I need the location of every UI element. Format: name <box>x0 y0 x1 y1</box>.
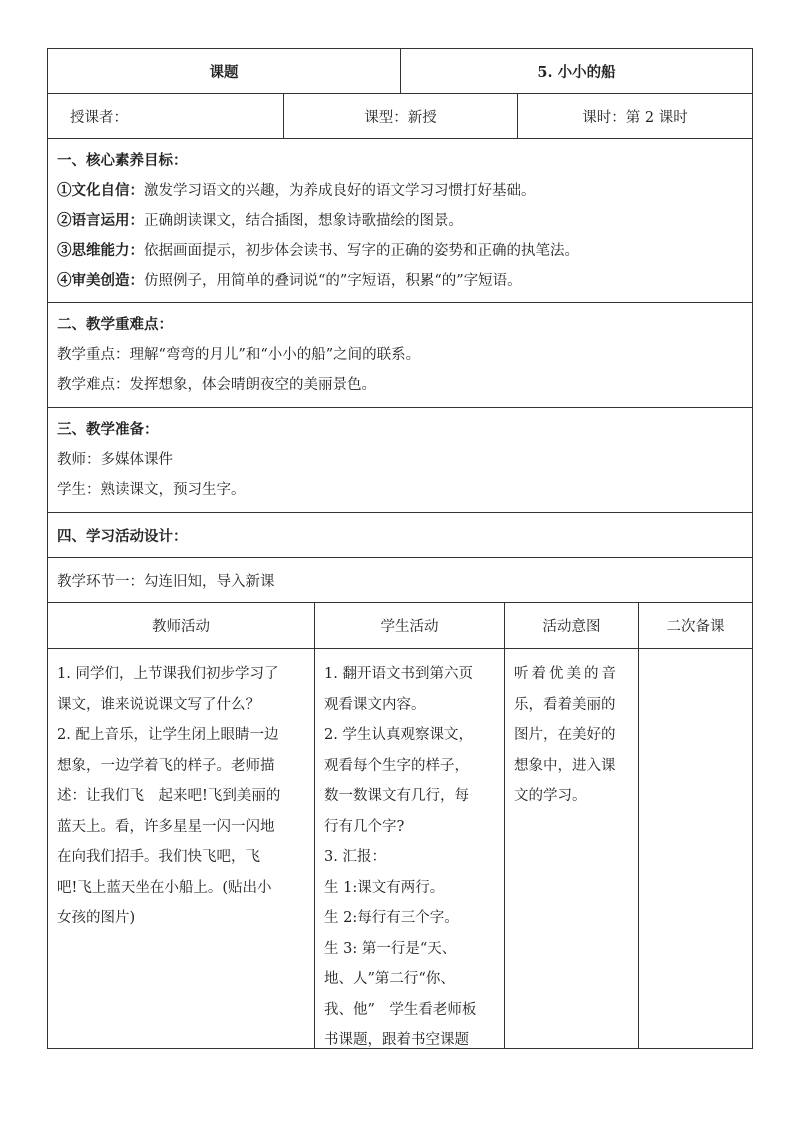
objective-item: ②语言运用：正确朗读课文，结合插图，想象诗歌描绘的图景。 <box>57 211 463 229</box>
activity-content-row <box>47 649 753 1049</box>
preparation-title: 三、教学准备： <box>57 421 159 438</box>
text-line: 2. 学生认真观察课文， <box>324 727 473 743</box>
activity-design-row <box>47 513 753 558</box>
key-point-focus: 教学重点：理解“弯弯的月儿”和“小小的船”之间的联系。 <box>57 347 421 363</box>
text-line: 数一数课文有几行，每 <box>324 788 469 804</box>
column-header-intent: 活动意图 <box>505 603 639 648</box>
column-header-student: 学生活动 <box>315 603 505 648</box>
objective-item: ③思维能力：依据画面提示，初步体会读书、写字的正确的姿势和正确的执笔法。 <box>57 241 579 259</box>
objective-item: ①文化自信：激发学习语文的兴趣，为养成良好的语文学习习惯打好基础。 <box>57 181 536 199</box>
text-line: 生 3: 第一行是“天、 <box>324 940 457 957</box>
text-line: 观看每个生字的样子， <box>324 757 469 774</box>
preparation-section <box>47 408 753 513</box>
text-line: 1. 翻开语文书到第六页 <box>324 666 473 682</box>
text-line: 1. 同学们，上节课我们初步学习了 <box>57 666 279 682</box>
stage-title: 教学环节一：勾连旧知，导入新课 <box>57 573 275 590</box>
text-line: 听着优美的音 <box>514 666 619 682</box>
key-points-section <box>47 303 753 408</box>
teacher-activity-cell <box>48 649 315 1048</box>
lesson-plan-table <box>47 48 753 1049</box>
student-activity-cell <box>315 649 505 1048</box>
text-line: 行有几个字? <box>324 818 405 835</box>
period-field: 课时：第 2 课时 <box>582 109 688 126</box>
column-header-teacher: 教师活动 <box>48 603 315 648</box>
topic-value: 5. 小小的船 <box>537 63 616 81</box>
lesson-type-field: 课型：新授 <box>284 94 518 138</box>
text-line: 3. 汇报： <box>324 849 386 865</box>
text-line: 吧!飞上蓝天坐在小船上。(贴出小 <box>57 879 272 896</box>
text-line: 述：让我们飞 起来吧!飞到美丽的 <box>57 788 281 804</box>
activity-header-row <box>47 603 753 649</box>
text-line: 我、他” 学生看老师板 <box>324 1001 477 1018</box>
teacher-field: 授课者： <box>48 94 284 138</box>
topic-row <box>47 48 753 94</box>
text-line: 乐，看着美丽的 <box>514 696 616 713</box>
column-header-second-prep: 二次备课 <box>666 619 725 635</box>
text-line: 生 1:课文有两行。 <box>324 879 445 896</box>
preparation-teacher: 教师：多媒体课件 <box>57 452 173 468</box>
text-line: 观看课文内容。 <box>324 696 426 713</box>
objective-item: ④审美创造：仿照例子，用简单的叠词说“的”字短语，积累“的”字短语。 <box>57 271 522 289</box>
meta-row <box>47 94 753 139</box>
objectives-title: 一、核心素养目标： <box>57 151 188 169</box>
text-line: 想象，一边学着飞的样子。老师描 <box>57 757 275 774</box>
text-line: 想象中，进入课 <box>514 757 616 774</box>
text-line: 女孩的图片) <box>57 910 136 926</box>
topic-label: 课题 <box>48 49 401 93</box>
stage-row <box>47 558 753 603</box>
key-point-difficulty: 教学难点：发挥想象，体会晴朗夜空的美丽景色。 <box>57 377 376 393</box>
preparation-student: 学生：熟读课文，预习生字。 <box>57 482 246 498</box>
text-line: 图片，在美好的 <box>514 727 616 743</box>
text-line: 地、人”第二行“你、 <box>324 971 455 987</box>
text-line: 2. 配上音乐，让学生闭上眼睛一边 <box>57 727 279 743</box>
key-points-title: 二、教学重难点： <box>57 316 173 333</box>
objectives-section <box>47 139 753 303</box>
activity-design-title: 四、学习活动设计： <box>57 527 188 545</box>
text-line: 文的学习。 <box>514 788 587 804</box>
text-line: 在向我们招手。我们快飞吧，飞 <box>57 849 260 865</box>
text-line: 课文，谁来说说课文写了什么？ <box>57 696 260 713</box>
intent-cell <box>505 649 639 1048</box>
second-prep-cell[interactable] <box>639 649 752 1048</box>
text-line: 书课题，跟着书空课题 <box>324 1032 469 1048</box>
text-line: 蓝天上。看，许多星星一闪一闪地 <box>57 818 275 835</box>
text-line: 生 2:每行有三个字。 <box>324 910 459 926</box>
